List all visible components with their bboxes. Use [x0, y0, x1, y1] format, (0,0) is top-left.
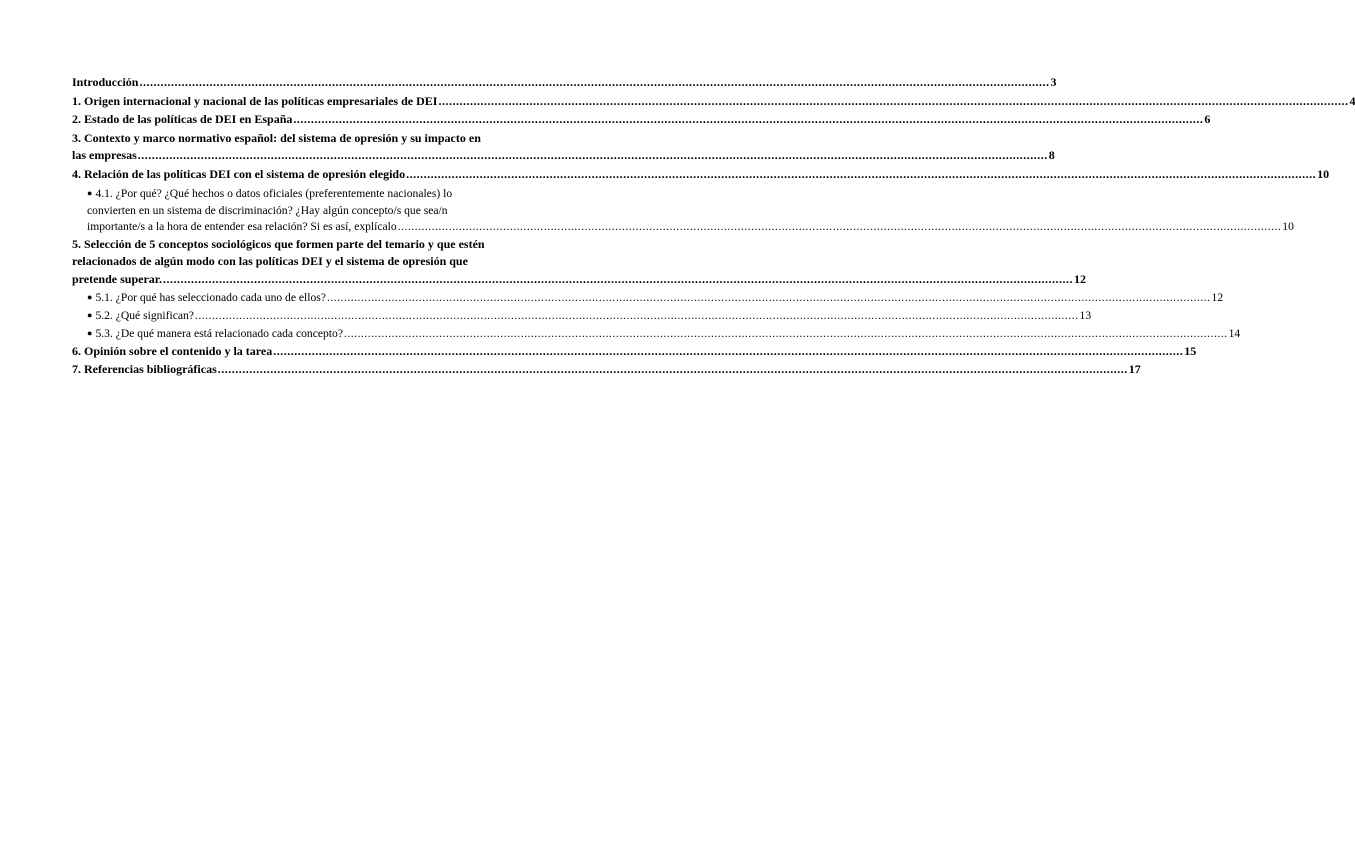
toc-entry-title: 4. Relación de las políticas DEI con el sistema de opresión elegido: [72, 167, 406, 182]
toc-entry[interactable]: [72, 166, 1330, 183]
toc-entry-title: 6. Opinión sobre el contenido y la tarea: [72, 343, 273, 358]
bullet-icon: ●: [87, 310, 93, 321]
toc-entry-title: importante/s a la hora de entender esa relación? Si es así, explícalo: [87, 220, 397, 234]
toc-page-number: 4: [1349, 93, 1355, 108]
toc-page-number: 17: [1128, 362, 1141, 377]
toc-entry[interactable]: [72, 111, 1211, 128]
toc-entry-title: ● 5.3. ¿De qué manera está relacionado cada concepto?: [87, 326, 343, 340]
bullet-icon: ●: [87, 187, 93, 198]
toc-page-number: 10: [1317, 167, 1330, 182]
dot-leader: ....................................................................................................................................................................................................................................................................: [163, 271, 1073, 286]
toc-page-number: 10: [1282, 220, 1294, 234]
toc-entry-text-line: ● 4.1. ¿Por qué? ¿Qué hechos o datos oficiales (preferentemente nacionales) lo: [87, 186, 453, 200]
toc-entry-title: 7. Referencias bibliográficas: [72, 362, 217, 377]
toc-entry-text-line: convierten en un sistema de discriminación? ¿Hay algún concepto/s que sea/n: [87, 203, 448, 217]
toc-entry-text-line: 5. Selección de 5 conceptos sociológicos que formen parte del temario y que estén: [72, 237, 485, 252]
toc-entry-title: ● 5.2. ¿Qué significan?: [87, 309, 194, 323]
toc-entry[interactable]: [72, 236, 1086, 288]
toc-entry[interactable]: [72, 343, 1197, 360]
toc-entry-title: las empresas: [72, 148, 137, 163]
toc-page-number: 12: [1211, 291, 1224, 305]
toc-page-number: 12: [1074, 271, 1086, 286]
toc-entry-text-line: 3. Contexto y marco normativo español: del sistema de opresión y su impacto en: [72, 131, 481, 146]
dot-leader: ....................................................................................................................................................................................................................................................................: [326, 291, 1211, 305]
toc-subentry[interactable]: [87, 325, 1241, 343]
toc-entry[interactable]: [72, 93, 1355, 110]
toc-page-number: 13: [1079, 309, 1092, 323]
dot-leader: ....................................................................................................................................................................................................................................................................: [438, 93, 1349, 108]
bullet-icon: ●: [87, 327, 93, 338]
dot-leader: ....................................................................................................................................................................................................................................................................: [343, 326, 1228, 340]
toc-entry-title: pretende superar.: [72, 271, 162, 286]
toc-entry-title: ● 5.1. ¿Por qué has seleccionado cada uno de ellos?: [87, 291, 326, 305]
toc-page-number: 6: [1204, 112, 1211, 127]
toc-entry-title: Introducción: [72, 75, 139, 89]
toc-subentry[interactable]: [87, 185, 1294, 236]
dot-leader: ....................................................................................................................................................................................................................................................................: [139, 75, 1050, 89]
dot-leader: ....................................................................................................................................................................................................................................................................: [273, 343, 1184, 358]
toc-entry-text-line: relacionados de algún modo con las políticas DEI y el sistema de opresión que: [72, 254, 468, 269]
dot-leader: ....................................................................................................................................................................................................................................................................: [137, 148, 1048, 163]
dot-leader: ....................................................................................................................................................................................................................................................................: [293, 112, 1204, 127]
toc-page-number: 8: [1048, 148, 1055, 163]
toc-entry[interactable]: [72, 361, 1141, 378]
toc-entry[interactable]: [72, 130, 1055, 164]
table-of-contents: [72, 74, 1355, 380]
dot-leader: ....................................................................................................................................................................................................................................................................: [397, 220, 1282, 234]
toc-page-number: 15: [1184, 343, 1197, 358]
dot-leader: ....................................................................................................................................................................................................................................................................: [406, 167, 1317, 182]
bullet-icon: ●: [87, 292, 93, 303]
toc-page-number: 14: [1228, 326, 1241, 340]
toc-subentry[interactable]: [87, 307, 1092, 325]
toc-subentry[interactable]: [87, 289, 1224, 307]
dot-leader: ....................................................................................................................................................................................................................................................................: [217, 362, 1128, 377]
toc-entry-title: 2. Estado de las políticas de DEI en España: [72, 112, 293, 127]
dot-leader: ....................................................................................................................................................................................................................................................................: [194, 309, 1079, 323]
toc-page-number: 3: [1050, 75, 1057, 89]
toc-entry-title: 1. Origen internacional y nacional de las políticas empresariales de DEI: [72, 93, 438, 108]
toc-entry[interactable]: [72, 74, 1057, 91]
